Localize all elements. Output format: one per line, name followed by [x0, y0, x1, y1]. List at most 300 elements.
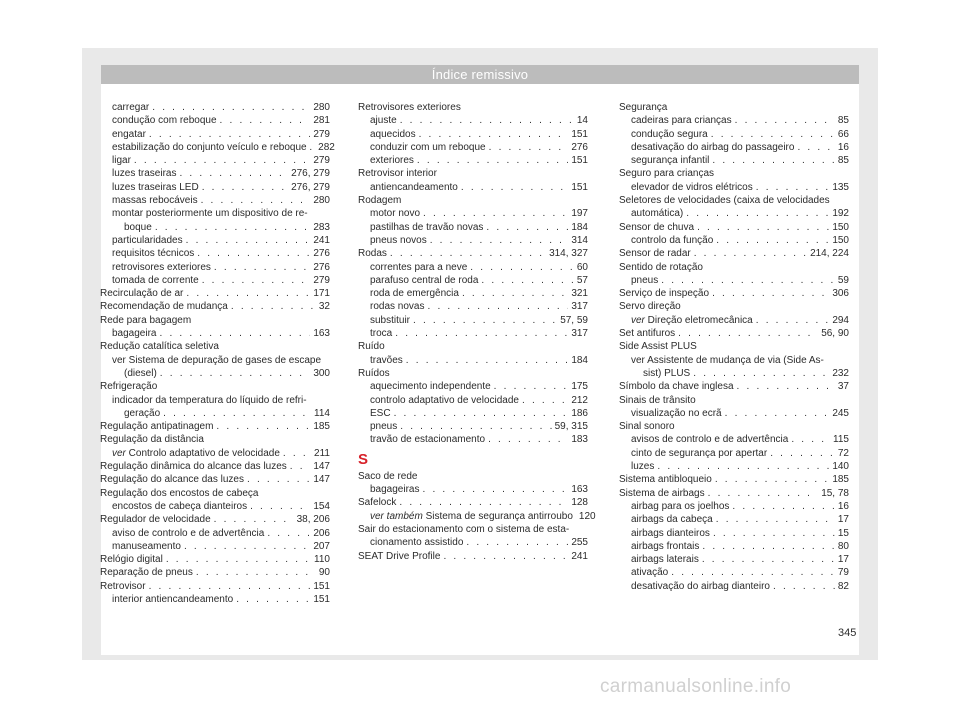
entry-label: substituir — [370, 314, 411, 326]
entry-page-ref[interactable]: 115 — [833, 434, 849, 446]
index-subentry[interactable] — [100, 221, 330, 234]
entry-page-ref[interactable]: 211 — [314, 447, 330, 459]
index-subentry[interactable] — [619, 141, 849, 154]
entry-label: Rodas — [358, 248, 387, 260]
leader-dots — [732, 500, 834, 513]
entry-page-ref[interactable]: 283 — [313, 221, 330, 233]
entry-page-ref[interactable]: 15 — [837, 527, 849, 539]
entry-page-ref[interactable]: 14 — [576, 115, 588, 127]
entry-page-ref[interactable]: 321 — [571, 288, 588, 300]
entry-page-ref[interactable]: 185 — [832, 474, 849, 486]
leader-dots — [134, 154, 310, 167]
entry-label: elevador de vidros elétricos — [631, 181, 753, 193]
leader-dots — [735, 114, 835, 127]
index-subentry[interactable] — [358, 141, 588, 154]
leader-dots — [267, 527, 310, 540]
entry-page-ref[interactable]: 281 — [313, 115, 330, 127]
entry-page-ref[interactable]: 110 — [314, 554, 330, 566]
index-subentry[interactable] — [100, 500, 330, 513]
index-subentry[interactable] — [100, 234, 330, 247]
index-subentry-text: ver Sistema de depuração de gases de escape — [112, 354, 322, 366]
entry-page-ref[interactable]: 175 — [571, 381, 588, 393]
leader-dots — [166, 553, 311, 566]
entry-label: condução segura — [631, 128, 708, 140]
leader-dots — [716, 513, 835, 526]
index-subentry[interactable] — [358, 394, 588, 407]
index-subentry[interactable] — [619, 553, 849, 566]
leader-dots — [413, 314, 557, 327]
leader-dots — [494, 380, 569, 393]
leader-dots — [657, 460, 829, 473]
index-heading: Ruído — [358, 341, 385, 353]
index-subentry[interactable] — [619, 527, 849, 540]
entry-page-ref[interactable]: 206 — [313, 527, 330, 539]
leader-dots — [791, 433, 830, 446]
leader-dots — [481, 274, 573, 287]
index-subentry[interactable] — [100, 181, 330, 194]
entry-page-ref[interactable]: 212 — [571, 394, 588, 406]
entry-page-ref[interactable]: 276, 279 — [291, 181, 330, 193]
leader-dots — [152, 101, 310, 114]
entry-page-ref[interactable]: 15, 78 — [821, 487, 849, 499]
index-subentry[interactable] — [358, 407, 588, 420]
leader-dots — [202, 181, 288, 194]
index-entry[interactable] — [100, 300, 330, 313]
entry-page-ref[interactable]: 135 — [832, 181, 849, 193]
entry-page-ref[interactable]: 56, 90 — [821, 328, 849, 340]
entry-label: segurança infantil — [631, 155, 710, 167]
leader-dots — [149, 580, 311, 593]
entry-label: Recomendação de mudança — [100, 301, 228, 313]
leader-dots — [390, 247, 546, 260]
leader-dots — [406, 354, 569, 367]
index-subentry[interactable] — [100, 261, 330, 274]
entry-page-ref[interactable]: 147 — [313, 474, 330, 486]
index-subentry[interactable] — [100, 367, 330, 380]
index-subentry[interactable] — [619, 580, 849, 593]
leader-dots — [184, 540, 310, 553]
index-entry[interactable] — [100, 553, 330, 566]
leader-dots — [400, 420, 551, 433]
index-subentry[interactable] — [358, 207, 588, 220]
index-subentry[interactable] — [358, 483, 588, 496]
entry-label: pneus — [370, 421, 398, 433]
watermark: carmanualsonline.info — [600, 676, 792, 697]
entry-page-ref[interactable]: 184 — [571, 354, 588, 366]
entry-label: carregar — [112, 102, 150, 113]
index-subentry[interactable] — [100, 540, 330, 553]
entry-page-ref[interactable]: 154 — [313, 500, 330, 512]
entry-page-ref[interactable]: 60 — [576, 261, 588, 273]
entry-label: Recirculação de ar — [100, 288, 184, 300]
entry-page-ref[interactable]: 245 — [832, 407, 849, 419]
index-subentry[interactable] — [358, 380, 588, 393]
index-subentry[interactable] — [358, 433, 588, 446]
entry-page-ref[interactable]: 207 — [313, 540, 330, 552]
entry-label: Sensor de radar — [619, 248, 691, 260]
entry-page-ref[interactable]: 66 — [837, 128, 849, 140]
index-subentry[interactable] — [358, 420, 588, 433]
index-entry[interactable] — [619, 247, 849, 260]
entry-page-ref[interactable]: 186 — [571, 407, 588, 419]
entry-page-ref[interactable]: 276 — [571, 141, 588, 153]
index-subentry[interactable] — [619, 367, 849, 380]
entry-label: (diesel) — [124, 367, 157, 379]
index-subentry[interactable] — [100, 327, 330, 340]
index-entry[interactable] — [619, 380, 849, 393]
index-subentry[interactable] — [100, 101, 330, 114]
entry-label: Serviço de inspeção — [619, 288, 710, 300]
entry-page-ref[interactable]: 151 — [571, 128, 588, 140]
index-entry[interactable] — [358, 247, 588, 260]
index-subentry-text: montar posteriormente um dispositivo de re- — [112, 208, 308, 220]
index-subentry-text: ver Assistente de mudança de via (Side As- — [631, 354, 824, 366]
index-subentry[interactable] — [619, 407, 849, 420]
entry-page-ref[interactable]: 192 — [832, 208, 849, 220]
leader-dots — [186, 287, 310, 300]
leader-dots — [214, 261, 310, 274]
index-subentry[interactable] — [100, 447, 330, 460]
index-subentry[interactable] — [619, 181, 849, 194]
index-subentry[interactable] — [100, 274, 330, 287]
entry-label: parafuso central de roda — [370, 274, 479, 286]
leader-dots — [400, 114, 574, 127]
entry-label-text: Sistema de segurança antirroubo — [422, 510, 573, 522]
entry-label: luzes — [631, 461, 655, 473]
index-subentry[interactable] — [619, 114, 849, 127]
entry-label: cinto de segurança por apertar — [631, 447, 768, 459]
entry-label: Sensor de chuva — [619, 221, 695, 233]
index-subentry[interactable] — [100, 593, 330, 606]
entry-page-ref[interactable]: 279 — [313, 274, 330, 286]
leader-dots — [466, 536, 568, 549]
leader-dots — [160, 367, 311, 380]
entry-page-ref[interactable]: 163 — [313, 328, 330, 340]
entry-page-ref[interactable]: 171 — [313, 288, 330, 300]
leader-dots — [290, 460, 311, 473]
leader-dots — [430, 234, 569, 247]
index-subentry[interactable] — [358, 234, 588, 247]
entry-page-ref[interactable]: 276 — [313, 248, 330, 260]
leader-dots — [713, 527, 835, 540]
entry-label — [631, 314, 753, 327]
index-heading: Rede para bagagem — [100, 314, 192, 326]
entry-page-ref[interactable]: 294 — [832, 314, 849, 326]
entry-page-ref[interactable]: 82 — [837, 580, 849, 592]
index-entry[interactable] — [100, 513, 330, 526]
index-subentry[interactable] — [100, 247, 330, 260]
entry-page-ref[interactable]: 255 — [571, 537, 588, 549]
entry-page-ref[interactable]: 57 — [576, 274, 588, 286]
index-subentry[interactable] — [619, 128, 849, 141]
index-entry[interactable] — [619, 327, 849, 340]
entry-label: conduzir com um reboque — [370, 141, 486, 153]
index-subentry[interactable] — [100, 154, 330, 167]
index-heading: Redução catalítica seletiva — [100, 341, 219, 353]
leader-dots — [737, 380, 835, 393]
index-subentry[interactable] — [619, 447, 849, 460]
entry-page-ref[interactable]: 306 — [832, 288, 849, 300]
entry-page-ref[interactable]: 120 — [578, 510, 596, 522]
index-subentry[interactable] — [358, 128, 588, 141]
entry-label: controlo adaptativo de velocidade — [370, 394, 519, 406]
entry-page-ref[interactable]: 151 — [571, 181, 588, 193]
leader-dots — [250, 500, 310, 513]
index-entry[interactable] — [100, 460, 330, 473]
index-subentry[interactable] — [100, 114, 330, 127]
index-heading: Regulação da distância — [100, 434, 204, 446]
leader-dots — [797, 141, 834, 154]
index-subentry[interactable] — [358, 287, 588, 300]
index-heading: Segurança — [619, 102, 668, 113]
index-subentry[interactable] — [358, 274, 588, 287]
leader-dots — [196, 566, 316, 579]
entry-label: aquecimento independente — [370, 381, 491, 393]
entry-label — [112, 447, 280, 460]
entry-label: desativação do airbag dianteiro — [631, 580, 770, 592]
entry-label: luzes traseiras — [112, 168, 177, 180]
entry-label: airbags laterais — [631, 554, 699, 566]
leader-dots — [186, 234, 311, 247]
index-subentry[interactable] — [619, 500, 849, 513]
index-subentry[interactable] — [100, 141, 335, 154]
entry-page-ref[interactable]: 37 — [837, 381, 849, 393]
index-subentry[interactable] — [619, 207, 849, 220]
entry-crossref-marker: ver — [112, 447, 126, 459]
entry-page-ref[interactable]: 59 — [837, 274, 849, 286]
index-subentry[interactable] — [358, 536, 588, 549]
entry-page-ref[interactable]: 279 — [313, 128, 330, 140]
entry-label: Set antifuros — [619, 328, 676, 340]
entry-label: aviso de controlo e de advertência — [112, 527, 265, 539]
entry-page-ref[interactable]: 151 — [571, 155, 588, 167]
leader-dots — [202, 274, 311, 287]
leader-dots — [197, 247, 310, 260]
entry-label: engatar — [112, 128, 146, 140]
leader-dots — [231, 300, 316, 313]
leader-dots — [756, 181, 830, 194]
index-subentry[interactable] — [358, 327, 588, 340]
entry-page-ref[interactable]: 183 — [571, 434, 588, 446]
entry-label: ESC — [370, 407, 391, 419]
leader-dots — [678, 327, 818, 340]
index-subentry[interactable] — [619, 460, 849, 473]
leader-dots — [423, 207, 568, 220]
entry-page-ref[interactable]: 32 — [318, 301, 330, 313]
entry-page-ref[interactable]: 151 — [313, 593, 330, 605]
entry-page-ref[interactable]: 184 — [571, 221, 588, 233]
entry-page-ref[interactable]: 314 — [571, 234, 588, 246]
index-subentry[interactable] — [619, 234, 849, 247]
entry-page-ref[interactable]: 128 — [571, 497, 588, 509]
leader-dots — [179, 167, 288, 180]
index-subentry[interactable] — [358, 314, 588, 327]
leader-dots — [708, 487, 819, 500]
entry-label-text: Controlo adaptativo de velocidade — [125, 447, 280, 459]
leader-dots — [725, 407, 830, 420]
index-entry[interactable] — [358, 550, 588, 563]
index-subentry[interactable] — [358, 114, 588, 127]
entry-label: bagageira — [112, 328, 157, 340]
entry-label: geração — [124, 407, 161, 419]
index-entry[interactable] — [100, 420, 330, 433]
index-heading: Seguro para crianças — [619, 168, 715, 180]
entry-page-ref[interactable]: 279 — [313, 155, 330, 167]
entry-page-ref[interactable]: 16 — [837, 141, 849, 153]
entry-label: roda de emergência — [370, 288, 459, 300]
index-subentry[interactable] — [358, 354, 588, 367]
section-header: Índice remissivo — [101, 65, 859, 84]
entry-page-ref[interactable]: 317 — [571, 301, 588, 313]
index-subentry[interactable] — [358, 261, 588, 274]
entry-page-ref[interactable]: 85 — [837, 155, 849, 167]
entry-label: pastilhas de travão novas — [370, 221, 484, 233]
entry-page-ref[interactable]: 314, 327 — [549, 248, 588, 260]
leader-dots — [488, 433, 568, 446]
entry-label: airbags frontais — [631, 540, 700, 552]
entry-page-ref[interactable]: 300 — [313, 367, 330, 379]
entry-label: cionamento assistido — [370, 537, 464, 549]
entry-page-ref[interactable]: 163 — [571, 484, 588, 496]
entry-page-ref[interactable]: 72 — [837, 447, 849, 459]
entry-page-ref[interactable]: 150 — [832, 221, 849, 233]
entry-page-ref[interactable]: 197 — [571, 208, 588, 220]
entry-label: airbag para os joelhos — [631, 500, 730, 512]
entry-label: bagageiras — [370, 484, 420, 496]
leader-dots — [489, 141, 569, 154]
leader-dots — [697, 221, 829, 234]
entry-page-ref[interactable]: 317 — [571, 328, 588, 340]
leader-dots — [686, 207, 829, 220]
entry-label: SEAT Drive Profile — [358, 550, 441, 562]
entry-label: Símbolo da chave inglesa — [619, 381, 734, 393]
entry-page-ref[interactable]: 280 — [313, 195, 330, 207]
entry-page-ref[interactable]: 150 — [832, 234, 849, 246]
entry-page-ref[interactable]: 232 — [832, 367, 849, 379]
index-subentry[interactable] — [100, 407, 330, 420]
entry-label-text: Direção eletromecânica — [644, 314, 753, 326]
index-entry[interactable] — [100, 473, 330, 486]
index-subentry[interactable] — [358, 181, 588, 194]
index-heading: Retrovisor interior — [358, 168, 437, 180]
index-subentry[interactable] — [100, 167, 330, 180]
entry-page-ref[interactable]: 38, 206 — [296, 514, 330, 526]
entry-page-ref[interactable]: 114 — [314, 407, 330, 419]
entry-label: manuseamento — [112, 540, 181, 552]
index-subentry[interactable] — [358, 300, 588, 313]
index-entry[interactable] — [619, 287, 849, 300]
index-subentry[interactable] — [100, 194, 330, 207]
entry-page-ref[interactable]: 276, 279 — [291, 168, 330, 180]
entry-label: tomada de corrente — [112, 274, 199, 286]
entry-page-ref[interactable]: 280 — [313, 102, 330, 113]
entry-page-ref[interactable]: 276 — [313, 261, 330, 273]
leader-dots — [756, 314, 830, 327]
entry-label: luzes traseiras LED — [112, 181, 199, 193]
entry-label: pneus — [631, 274, 659, 286]
entry-label: requisitos técnicos — [112, 248, 195, 260]
entry-page-ref[interactable]: 17 — [837, 514, 849, 526]
entry-label: airbags da cabeça — [631, 514, 713, 526]
index-entry[interactable] — [100, 566, 330, 579]
index-entry[interactable] — [619, 487, 849, 500]
entry-label: automática) — [631, 208, 684, 220]
entry-label — [370, 510, 573, 523]
entry-page-ref[interactable]: 185 — [313, 421, 330, 433]
entry-page-ref[interactable]: 90 — [318, 567, 330, 579]
entry-page-ref[interactable]: 241 — [571, 550, 588, 562]
entry-page-ref[interactable]: 79 — [837, 567, 849, 579]
index-entry[interactable] — [100, 580, 330, 593]
index-subentry[interactable] — [619, 274, 849, 287]
entry-label: exteriores — [370, 155, 414, 167]
index-subentry[interactable] — [619, 154, 849, 167]
index-heading: Refrigeração — [100, 381, 158, 393]
entry-page-ref[interactable]: 57, 59 — [560, 314, 588, 326]
index-subentry[interactable] — [619, 433, 849, 446]
index-heading: Seletores de velocidades (caixa de velocidades — [619, 195, 830, 207]
entry-page-ref[interactable]: 59, 315 — [554, 421, 588, 433]
index-subentry[interactable] — [100, 527, 330, 540]
leader-dots — [159, 327, 310, 340]
leader-dots — [214, 513, 294, 526]
leader-dots — [201, 194, 311, 207]
index-subentry[interactable] — [358, 154, 588, 167]
leader-dots — [770, 447, 835, 460]
index-subentry[interactable] — [619, 314, 849, 327]
leader-dots — [394, 407, 569, 420]
entry-page-ref[interactable]: 16 — [837, 500, 849, 512]
entry-page-ref[interactable]: 85 — [837, 115, 849, 127]
leader-dots — [716, 234, 829, 247]
entry-label: cadeiras para crianças — [631, 115, 732, 127]
index-entry[interactable] — [100, 287, 330, 300]
entry-label: troca — [370, 328, 393, 340]
entry-label: Retrovisor — [100, 580, 146, 592]
entry-page-ref[interactable]: 80 — [837, 540, 849, 552]
entry-page-ref[interactable]: 140 — [832, 461, 849, 473]
entry-label: interior antiencandeamento — [112, 593, 234, 605]
entry-page-ref[interactable]: 151 — [313, 580, 330, 592]
index-heading: Regulação dos encostos de cabeça — [100, 487, 259, 499]
index-subentry[interactable] — [358, 221, 588, 234]
entry-page-ref[interactable]: 241 — [313, 234, 330, 246]
leader-dots — [395, 327, 568, 340]
entry-page-ref[interactable]: 282 — [318, 141, 335, 153]
entry-page-ref[interactable]: 147 — [313, 461, 330, 473]
entry-page-ref[interactable]: 17 — [837, 554, 849, 566]
entry-label: ajuste — [370, 115, 397, 127]
index-subentry[interactable] — [619, 540, 849, 553]
index-subentry[interactable] — [619, 566, 849, 579]
index-heading: Sentido de rotação — [619, 261, 703, 273]
entry-crossref-marker: ver também — [370, 510, 423, 522]
index-column-2 — [358, 101, 596, 563]
entry-label: avisos de controlo e de advertência — [631, 434, 789, 446]
index-entry[interactable] — [619, 473, 849, 486]
index-subentry[interactable] — [100, 128, 330, 141]
entry-page-ref[interactable]: 214, 224 — [810, 248, 849, 260]
index-heading: Sinal sonoro — [619, 421, 675, 433]
leader-dots — [427, 300, 568, 313]
leader-dots — [661, 274, 835, 287]
index-subentry[interactable] — [358, 510, 596, 523]
index-subentry[interactable] — [619, 513, 849, 526]
entry-label: visualização no ecrã — [631, 407, 722, 419]
index-entry[interactable] — [358, 496, 588, 509]
leader-dots — [715, 473, 829, 486]
index-entry[interactable] — [619, 221, 849, 234]
